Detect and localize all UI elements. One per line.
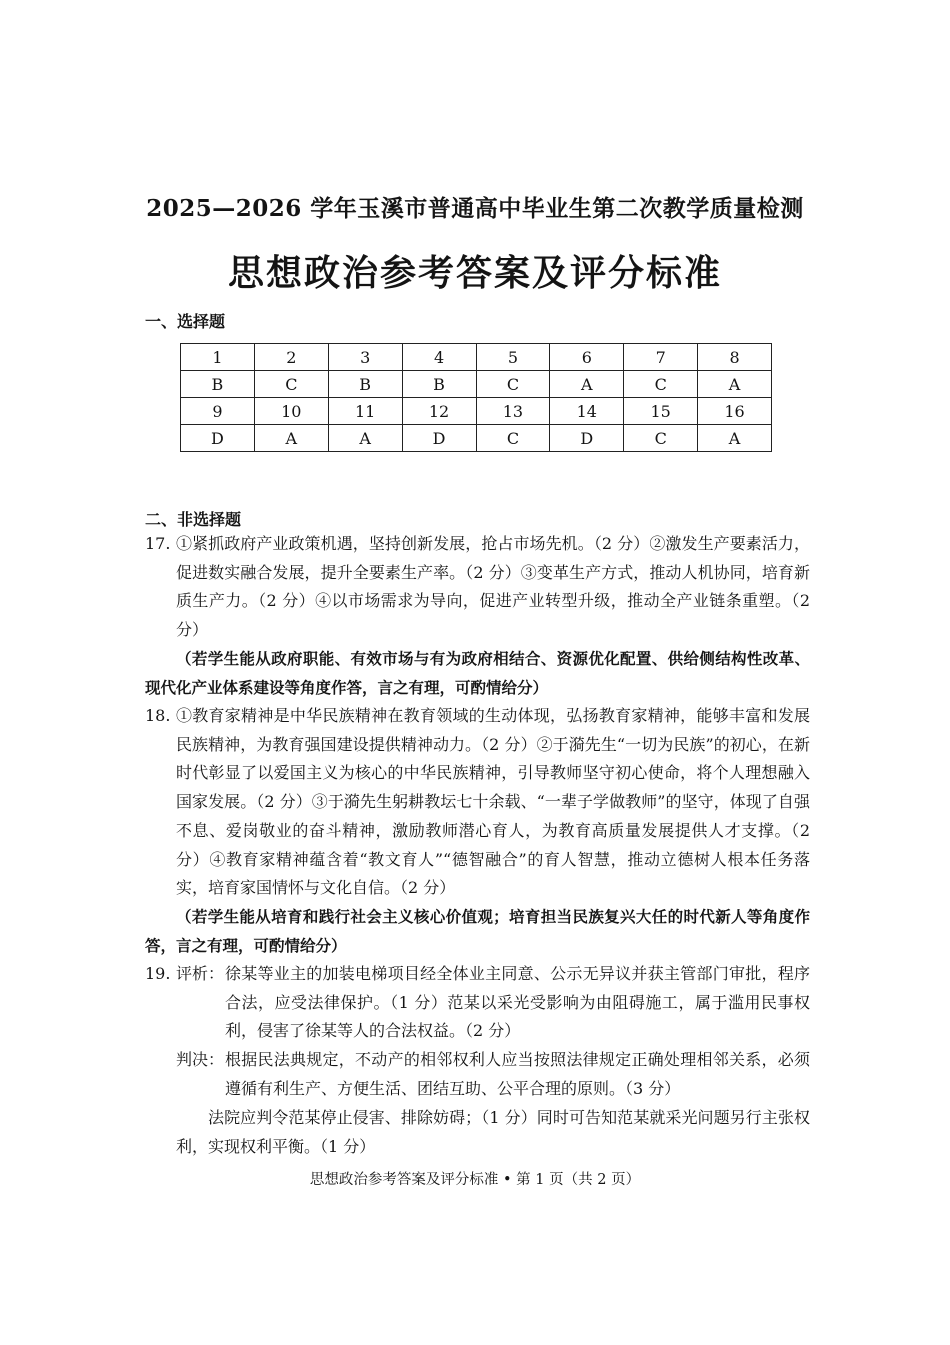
table-cell: 15 — [624, 398, 698, 425]
table-cell: 9 — [181, 398, 255, 425]
table-cell: C — [476, 425, 550, 452]
question-19-comment — [145, 960, 810, 1046]
table-cell: D — [402, 425, 476, 452]
table-cell: 5 — [476, 344, 550, 371]
table-row — [181, 425, 772, 452]
table-cell: B — [181, 371, 255, 398]
table-cell: 2 — [254, 344, 328, 371]
table-cell: 16 — [698, 398, 772, 425]
document-title: 思想政治参考答案及评分标准 — [227, 252, 722, 294]
answer-table — [180, 343, 772, 452]
table-cell: A — [254, 425, 328, 452]
table-cell: C — [624, 425, 698, 452]
table-cell: 6 — [550, 344, 624, 371]
table-cell: 1 — [181, 344, 255, 371]
page-footer: 思想政治参考答案及评分标准 • 第 1 页（共 2 页） — [309, 1172, 641, 1188]
table-cell: 12 — [402, 398, 476, 425]
question-number: 18. — [145, 706, 171, 725]
question-17 — [145, 530, 810, 645]
table-cell: B — [328, 371, 402, 398]
section-heading-nonchoice: 二、非选择题 — [145, 510, 242, 529]
table-row — [181, 398, 772, 425]
table-row — [181, 371, 772, 398]
table-cell: A — [550, 371, 624, 398]
exam-title: 2025—2026 学年玉溪市普通高中毕业生第二次教学质量检测 — [146, 195, 804, 222]
table-cell: 4 — [402, 344, 476, 371]
table-cell: C — [476, 371, 550, 398]
court-ruling-text: 法院应判令范某停止侵害、排除妨碍；（1 分）同时可告知范某就采光问题另行主张权利，实现权利平衡。（1 分） — [176, 1108, 810, 1156]
table-row — [181, 344, 772, 371]
judgment-label: 判决： — [176, 1050, 225, 1069]
table-cell: 3 — [328, 344, 402, 371]
judgment-text: 根据民法典规定，不动产的相邻权利人应当按照法律规定正确处理相邻关系，必须遵循有利生产、方便生活、团结互助、公平合理的原则。（3 分） — [225, 1050, 810, 1098]
table-cell: D — [181, 425, 255, 452]
table-cell: 8 — [698, 344, 772, 371]
table-cell: 13 — [476, 398, 550, 425]
grading-note-18: （若学生能从培育和践行社会主义核心价值观；培育担当民族复兴大任的时代新人等角度作答，言之有理，可酌情给分） — [145, 907, 810, 955]
table-cell: 11 — [328, 398, 402, 425]
table-cell: C — [624, 371, 698, 398]
table-cell: A — [328, 425, 402, 452]
table-cell: B — [402, 371, 476, 398]
section-heading-choice: 一、选择题 — [145, 312, 226, 331]
question-number: 17. — [145, 534, 171, 553]
comment-label: 评析： — [176, 964, 225, 983]
comment-text: 徐某等业主的加装电梯项目经全体业主同意、公示无异议并获主管部门审批，程序合法，应受法律保护。（1 分）范某以采光受影响为由阻碍施工，属于滥用民事权利，侵害了徐某等人的合法权益。（2 分） — [225, 964, 810, 1041]
table-cell: A — [698, 371, 772, 398]
question-answer: ①紧抓政府产业政策机遇，坚持创新发展，抢占市场先机。（2 分）②激发生产要素活力，促进数实融合发展，提升全要素生产率。（2 分）③变革生产方式，推动人机协同，培育新质生产力。（2 分）④以市场需求为导向，促进产业转型升级，推动全产业链条重塑。（2 分） — [176, 534, 810, 640]
table-cell: 7 — [624, 344, 698, 371]
table-cell: 10 — [254, 398, 328, 425]
table-cell: A — [698, 425, 772, 452]
question-answer: ①教育家精神是中华民族精神在教育领域的生动体现，弘扬教育家精神，能够丰富和发展民族精神，为教育强国建设提供精神动力。（2 分）②于漪先生“一切为民族”的初心，在新时代彰显了以爱国主义为核心的中华民族精神，引导教师坚守初心使命，将个人理想融入国家发展。（2 分）③于漪先生躬耕教坛七十余载、“一辈子学做教师”的坚守，体现了自强不息、爱岗敬业的奋斗精神，激励教师潜心育人，为教育高质量发展提供人才支撑。（2 分）④教育家精神蕴含着“教文育人”“德智融合”的育人智慧，推动立德树人根本任务落实，培育家国情怀与文化自信。（2 分） — [176, 706, 810, 898]
question-19-judgment — [145, 1046, 810, 1103]
table-cell: 14 — [550, 398, 624, 425]
grading-note-17: （若学生能从政府职能、有效市场与有为政府相结合、资源优化配置、供给侧结构性改革、现代化产业体系建设等角度作答，言之有理，可酌情给分） — [145, 649, 810, 697]
table-cell: C — [254, 371, 328, 398]
question-18 — [145, 702, 810, 903]
table-cell: D — [550, 425, 624, 452]
question-number: 19. — [145, 964, 171, 983]
